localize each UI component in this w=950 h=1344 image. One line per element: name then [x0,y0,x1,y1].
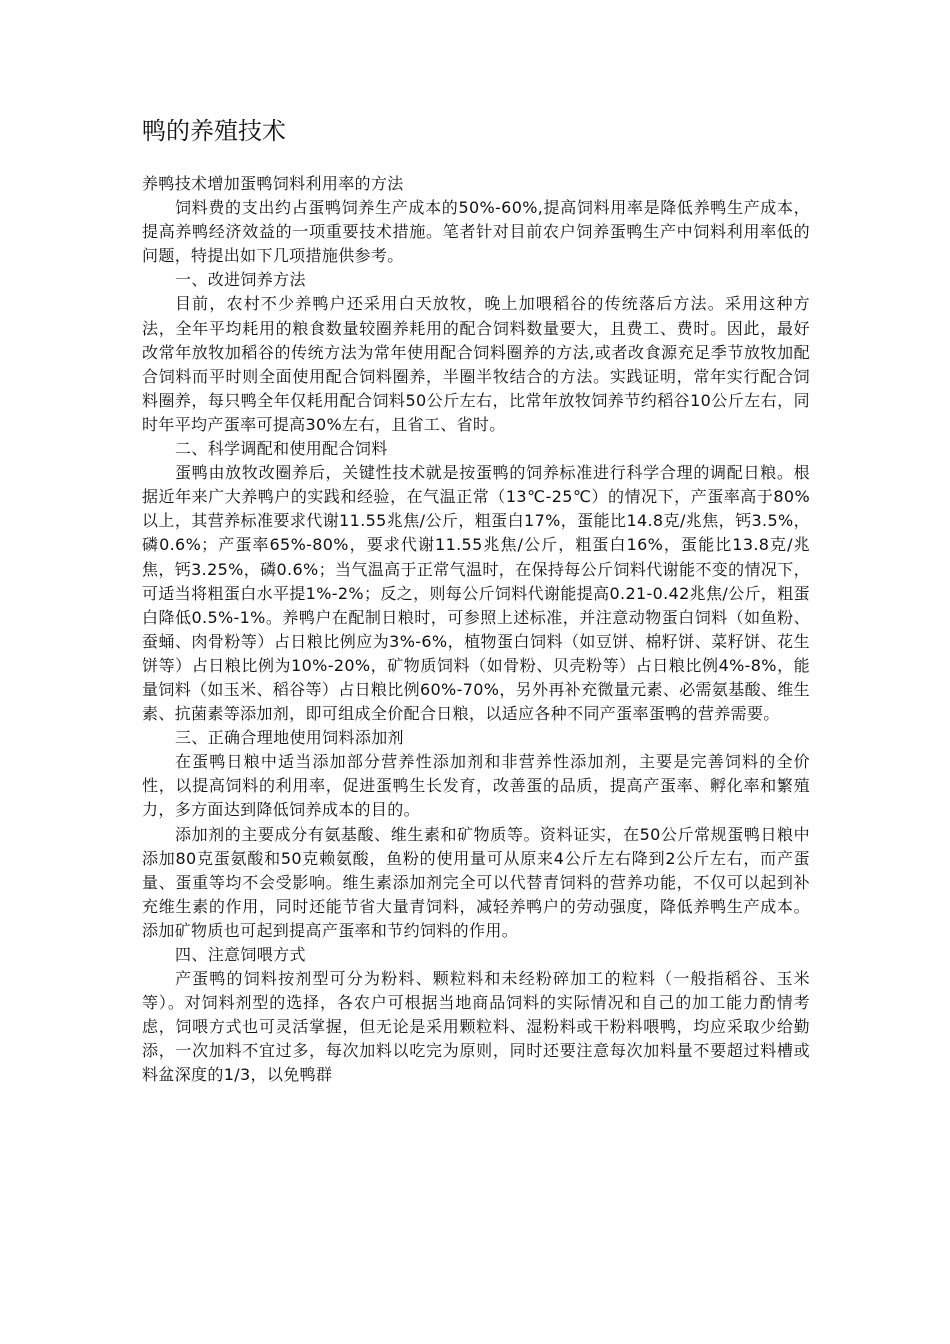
paragraph-section-3b: 添加剂的主要成分有氨基酸、维生素和矿物质等。资料证实，在50公斤常规蛋鸭日粮中添加80克蛋氨酸和50克赖氨酸，鱼粉的使用量可从原来4公斤左右降到2公斤左右，而产蛋量、蛋重等均不会受影响。维生素添加剂完全可以代替青饲料的营养功能，不仅可以起到补充维生素的作用，同时还能节省大量青饲料，减轻养鸭户的劳动强度，降低养鸭生产成本。添加矿物质也可起到提高产蛋率和节约饲料的作用。 [142,824,810,940]
document-title: 鸭的养殖技术 [142,117,286,145]
paragraph-section-1: 目前，农村不少养鸭户还采用白天放牧，晚上加喂稻谷的传统落后方法。采用这种方法，全年平均耗用的粮食数量较圈养耗用的配合饲料数量要大，且费工、费时。因此，最好改常年放牧加稻谷的传统方法为常年使用配合饲料圈养的方法,或者改食源充足季节放牧加配合饲料而平时则全面使用配合饲料圈养，半圈半牧结合的方法。实践证明，常年实行配合饲料圈养，每只鸭全年仅耗用配合饲料50公斤左右，比常年放牧饲养节约稻谷10公斤左右，同时年平均产蛋率可提高30%左右，且省工、省时。 [142,294,810,434]
paragraph-section-3a: 在蛋鸭日粮中适当添加部分营养性添加剂和非营养性添加剂，主要是完善饲料的全价性，以提高饲料的利用率，促进蛋鸭生长发育，改善蛋的品质，提高产蛋率、孵化率和繁殖力，多方面达到降低饲养成本的目的。 [142,752,810,820]
document-body [142,172,810,1088]
paragraph-intro: 饲料费的支出约占蛋鸭饲养生产成本的50%-60%,提高饲料用率是降低养鸭生产成本，提高养鸭经济效益的一项重要技术措施。笔者针对目前农户饲养蛋鸭生产中饲料利用率低的问题，特提出如下几项措施供参考。 [142,198,810,266]
paragraph-section-2: 蛋鸭由放牧改圈养后，关键性技术就是按蛋鸭的饲养标准进行科学合理的调配日粮。根据近年来广大养鸭户的实践和经验，在气温正常（13℃-25℃）的情况下，产蛋率高于80%以上，其营养标准要求代谢11.55兆焦/公斤，粗蛋白17%，蛋能比14.8克/兆焦，钙3.5%，磷0.6%；产蛋率65%-80%，要求代谢11.55兆焦/公斤，粗蛋白16%，蛋能比13.8克/兆焦，钙3.25%，磷0.6%；当气温高于正常气温时，在保持每公斤饲料代谢能不变的情况下，可适当将粗蛋白水平提1%-2%；反之，则每公斤饲料代谢能提高0.21-0.42兆焦/公斤，粗蛋白降低0.5%-1%。养鸭户在配制日粮时，可参照上述标准，并注意动物蛋白饲料（如鱼粉、蚕蛹、肉骨粉等）占日粮比例应为3%-6%，植物蛋白饲料（如豆饼、棉籽饼、菜籽饼、花生饼等）占日粮比例为10%-20%，矿物质饲料（如骨粉、贝壳粉等）占日粮比例4%-8%，能量饲料（如玉米、稻谷等）占日粮比例60%-70%，另外再补充微量元素、必需氨基酸、维生素、抗菌素等添加剂，即可组成全价配合日粮，以适应各种不同产蛋率蛋鸭的营养需要。 [142,463,810,724]
section-heading-1: 一、改进饲养方法 [175,270,306,290]
section-heading-4: 四、注意饲喂方式 [175,945,306,964]
section-heading-3: 三、正确合理地使用饲料添加剂 [175,728,404,748]
paragraph-section-4: 产蛋鸭的饲料按剂型可分为粉料、颗粒料和未经粉碎加工的粒料（一般指稻谷、玉米等）。对饲料剂型的选择，各农户可根据当地商品饲料的实际情况和自己的加工能力酌情考虑，饲喂方式也可灵活掌握，但无论是采用颗粒料、湿粉料或干粉料喂鸭，均应采取少给勤添，一次加料不宜过多，每次加料以吃完为原则，同时还要注意每次加料量不要超过料槽或料盆深度的1/3，以免鸭群 [142,969,810,1085]
document-subtitle: 养鸭技术增加蛋鸭饲料利用率的方法 [142,174,404,193]
section-heading-2: 二、科学调配和使用配合饲料 [175,439,388,459]
